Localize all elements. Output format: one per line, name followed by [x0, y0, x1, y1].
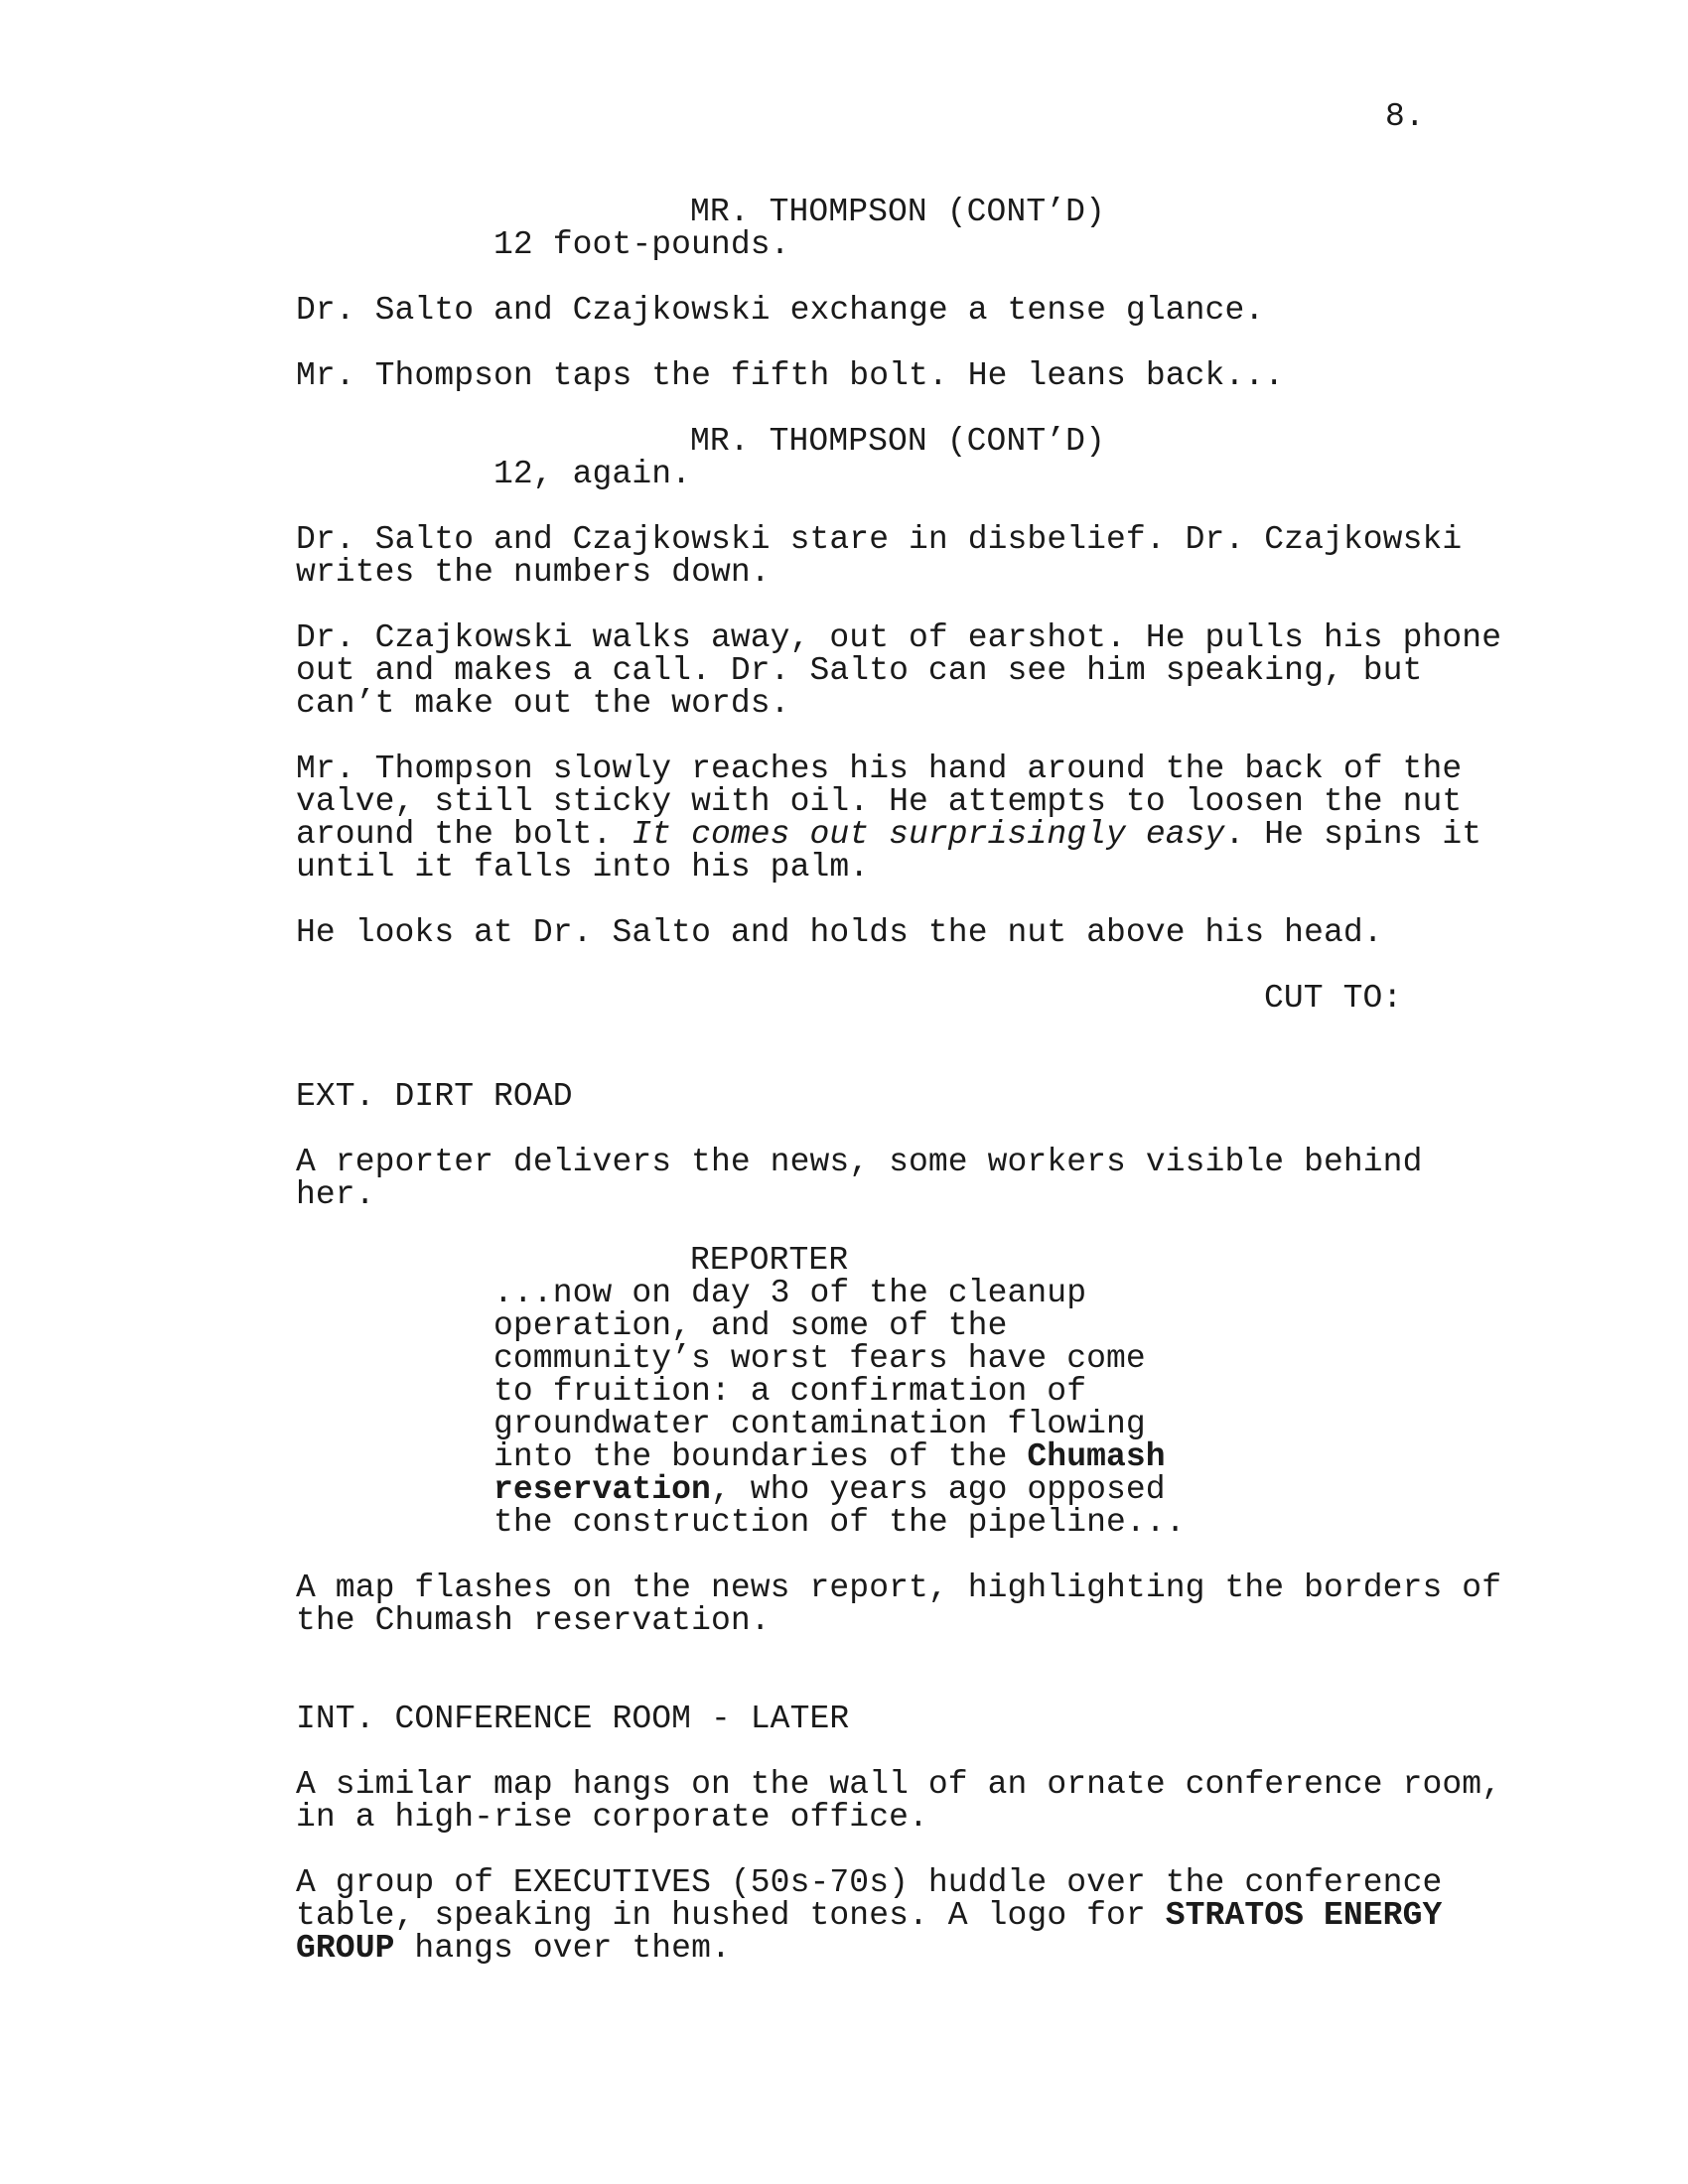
action-line: A group of EXECUTIVES (50s-70s) huddle over the conference	[296, 1864, 1443, 1901]
dialogue-line: 12, again.	[493, 456, 692, 492]
action-line: Mr. Thompson taps the fifth bolt. He leans back...	[296, 357, 1285, 394]
action-line: Dr. Salto and Czajkowski exchange a tense glance.	[296, 292, 1265, 329]
dialogue-text: , who years ago opposed	[710, 1471, 1166, 1508]
action-text: table, speaking in hushed tones. A logo for	[296, 1897, 1166, 1934]
dialogue-line: ...now on day 3 of the cleanup	[493, 1275, 1087, 1311]
transition: CUT TO:	[1264, 980, 1403, 1017]
action-line: A reporter delivers the news, some workers visible behind	[296, 1144, 1423, 1180]
action-line	[296, 818, 1481, 851]
action-text: hangs over them.	[394, 1930, 731, 1967]
dialogue-line: operation, and some of the	[493, 1307, 1008, 1344]
bold-text: STRATOS ENERGY	[1165, 1897, 1443, 1934]
scene-heading: EXT. DIRT ROAD	[296, 1078, 573, 1115]
dialogue-line: 12 foot-pounds.	[493, 226, 790, 263]
action-text: around the bolt.	[296, 816, 633, 853]
action-line: Dr. Salto and Czajkowski stare in disbelief. Dr. Czajkowski	[296, 521, 1463, 558]
bold-text: reservation	[493, 1471, 711, 1508]
dialogue-line: community’s worst fears have come	[493, 1340, 1146, 1377]
dialogue-text: into the boundaries of the	[493, 1438, 1028, 1475]
character-name: REPORTER	[690, 1242, 849, 1279]
action-line	[296, 1899, 1442, 1932]
dialogue-line: to fruition: a confirmation of	[493, 1373, 1087, 1410]
action-line: out and makes a call. Dr. Salto can see him speaking, but	[296, 652, 1423, 689]
dialogue-line: the construction of the pipeline...	[493, 1504, 1186, 1541]
character-name: MR. THOMPSON (CONT’D)	[690, 194, 1105, 230]
bold-text: Chumash	[1027, 1438, 1166, 1475]
action-line: the Chumash reservation.	[296, 1602, 771, 1639]
action-line: A similar map hangs on the wall of an ornate conference room,	[296, 1766, 1502, 1803]
action-line: Mr. Thompson slowly reaches his hand around the back of the	[296, 751, 1463, 787]
dialogue-line	[493, 1473, 1166, 1506]
page-number: 8.	[1385, 98, 1425, 135]
action-line: Dr. Czajkowski walks away, out of earshot. He pulls his phone	[296, 619, 1502, 656]
action-line: in a high-rise corporate office.	[296, 1799, 928, 1836]
dialogue-line: groundwater contamination flowing	[493, 1406, 1146, 1442]
action-line: can’t make out the words.	[296, 685, 790, 722]
action-line: her.	[296, 1176, 375, 1213]
action-line: writes the numbers down.	[296, 554, 771, 591]
action-line: valve, still sticky with oil. He attempts to loosen the nut	[296, 783, 1463, 820]
action-line: A map flashes on the news report, highlighting the borders of	[296, 1570, 1502, 1606]
scene-heading: INT. CONFERENCE ROOM - LATER	[296, 1701, 850, 1737]
action-line	[296, 1932, 731, 1965]
dialogue-line	[493, 1440, 1166, 1473]
action-line: until it falls into his palm.	[296, 849, 870, 886]
italic-text: It comes out surprisingly easy	[632, 816, 1225, 853]
bold-text: GROUP	[296, 1930, 395, 1967]
action-line: He looks at Dr. Salto and holds the nut above his head.	[296, 914, 1383, 951]
action-text: . He spins it	[1224, 816, 1482, 853]
character-name: MR. THOMPSON (CONT’D)	[690, 423, 1105, 460]
